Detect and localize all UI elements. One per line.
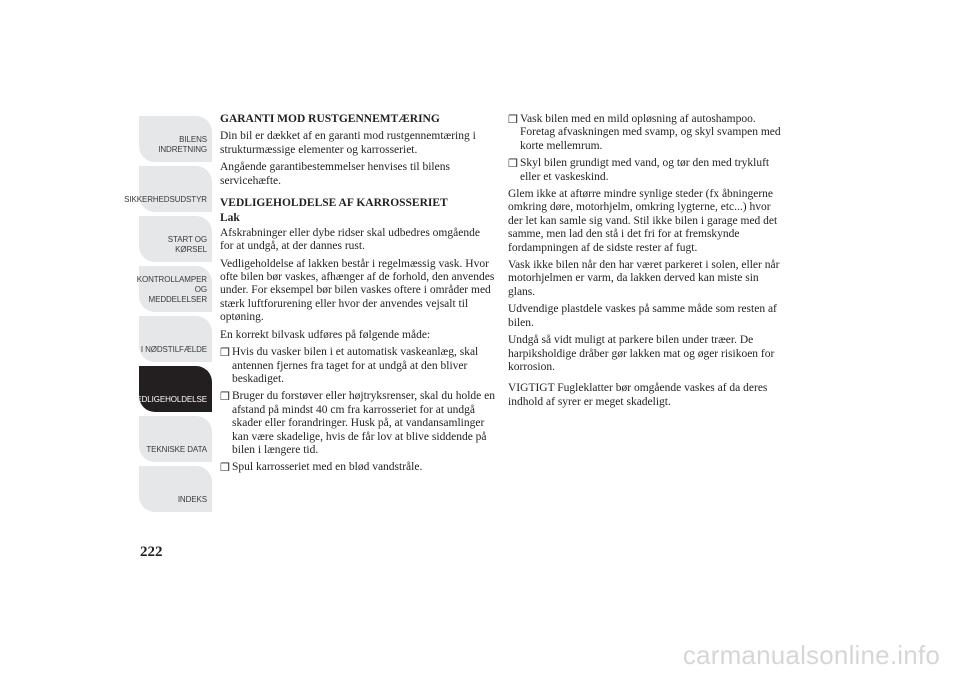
sidebar-tabs [124, 116, 212, 516]
tab-vedligeholdelse[interactable] [131, 366, 212, 412]
paragraph: Vask ikke bilen når den har været parkeret i solen, eller når motorhjelmen er varm, da lakken derved kan miste sin glans. [508, 259, 780, 298]
tab-indeks[interactable] [139, 466, 212, 512]
tab-kontrollamper[interactable] [136, 266, 212, 312]
list-item-text: Vask bilen med en mild opløsning af autoshampoo. Foretag afvaskningen med svamp, og skyl svampen med korte mellemrum. [520, 113, 781, 152]
heading-body-maintenance: VEDLIGEHOLDELSE AF KARROSSERIET [220, 197, 448, 210]
list-item [220, 461, 496, 474]
tab-label: VEDLIGEHOLDELSE [131, 395, 207, 404]
tab-tekniske-data[interactable] [139, 416, 212, 462]
checkbox-bullet-icon: ❒ [508, 158, 518, 171]
paragraph: Glem ikke at aftørre mindre synlige steder (fx åbningerne omkring døre, motorhjelm, omkring lygterne, etc...) hvor der let kan samle sig vand. Stil ikke bilen i garage med det samme, men lad den stå i det fri for at fremskynde fordampningen af de sidste rester af fugt. [508, 188, 778, 254]
tab-bilens-indretning[interactable] [139, 116, 212, 162]
tab-label: SIKKERHEDSUDSTYR [124, 195, 207, 204]
list-item [220, 390, 496, 457]
paragraph: Udvendige plastdele vaskes på samme måde som resten af bilen. [508, 303, 777, 329]
list-item-text: Spul karrosseriet med en blød vandstråle. [232, 461, 423, 474]
tab-sikkerhedsudstyr[interactable] [124, 166, 212, 212]
paragraph: Angående garantibestemmelser henvises til bilens servicehæfte. [220, 161, 450, 187]
paragraph: Vedligeholdelse af lakken består i regelmæssig vask. Hvor ofte bilen bør vaskes, afhænger af de forhold, den anvendes under. For eksempel bør bilen vaskes oftere i områder med stærk luftforurening eller hvor der anvendes vejsalt til optøning. [220, 257, 495, 324]
tab-i-nodstilfaelde[interactable] [139, 316, 212, 362]
list-item-text: Bruger du forstøver eller højtryksrenser, skal du holde en afstand på mindst 40 cm fra karrosseriet for at undgå skader eller forandringer. Husk på, at vandansamlinger kan være skadelige, hvis de får lov at blive siddende på bilen i længere tid. [232, 390, 496, 456]
list-item [220, 346, 496, 386]
checkbox-bullet-icon: ❒ [220, 462, 230, 475]
paragraph: Undgå så vidt muligt at parkere bilen under træer. De harpiksholdige dråber gør lakken mat og øger risikoen for korrosion. [508, 334, 775, 373]
tab-label: KONTROLLAMPER OG MEDDELELSER [136, 275, 207, 304]
list-item [508, 157, 784, 184]
checkbox-bullet-icon: ❒ [220, 391, 230, 404]
list-item-text: Skyl bilen grundigt med vand, og tør den med trykluft eller et vaskeskind. [520, 157, 770, 183]
tab-start-og-korsel[interactable] [139, 216, 212, 262]
watermark: carmanualsonline.info [682, 640, 940, 670]
important-note: VIGTIGT Fugleklatter bør omgående vaskes af da deres indhold af syrer er meget skadeligt. [508, 382, 768, 408]
paragraph: En korrekt bilvask udføres på følgende måde: [220, 328, 431, 341]
paragraph: Afskrabninger eller dybe ridser skal udbedres omgående for at undgå, at der dannes rust. [220, 226, 480, 253]
heading-rust-guarantee: GARANTI MOD RUSTGENNEMTÆRING [220, 113, 440, 125]
tab-label: BILENS INDRETNING [158, 135, 207, 154]
list-item-text: Hvis du vasker bilen i et automatisk vaskeanlæg, skal antennen fjernes fra taget for at undgå at den bliver beskadiget. [232, 346, 479, 385]
tab-label: INDEKS [177, 495, 207, 504]
checkbox-bullet-icon: ❒ [220, 347, 230, 360]
tab-label: I NØDSTILFÆLDE [140, 345, 207, 354]
tab-label: TEKNISKE DATA [146, 445, 207, 454]
page-number: 222 [140, 544, 163, 560]
text-column-left [220, 113, 496, 479]
list-item [508, 113, 784, 153]
paragraph: Din bil er dækket af en garanti mod rustgennemtæring i strukturmæssige elementer og karrosseriet. [220, 130, 476, 156]
tab-label: START OG KØRSEL [167, 235, 207, 254]
subheading-paint: Lak [220, 212, 240, 225]
checkbox-bullet-icon: ❒ [508, 114, 518, 126]
text-column-right [508, 113, 784, 413]
